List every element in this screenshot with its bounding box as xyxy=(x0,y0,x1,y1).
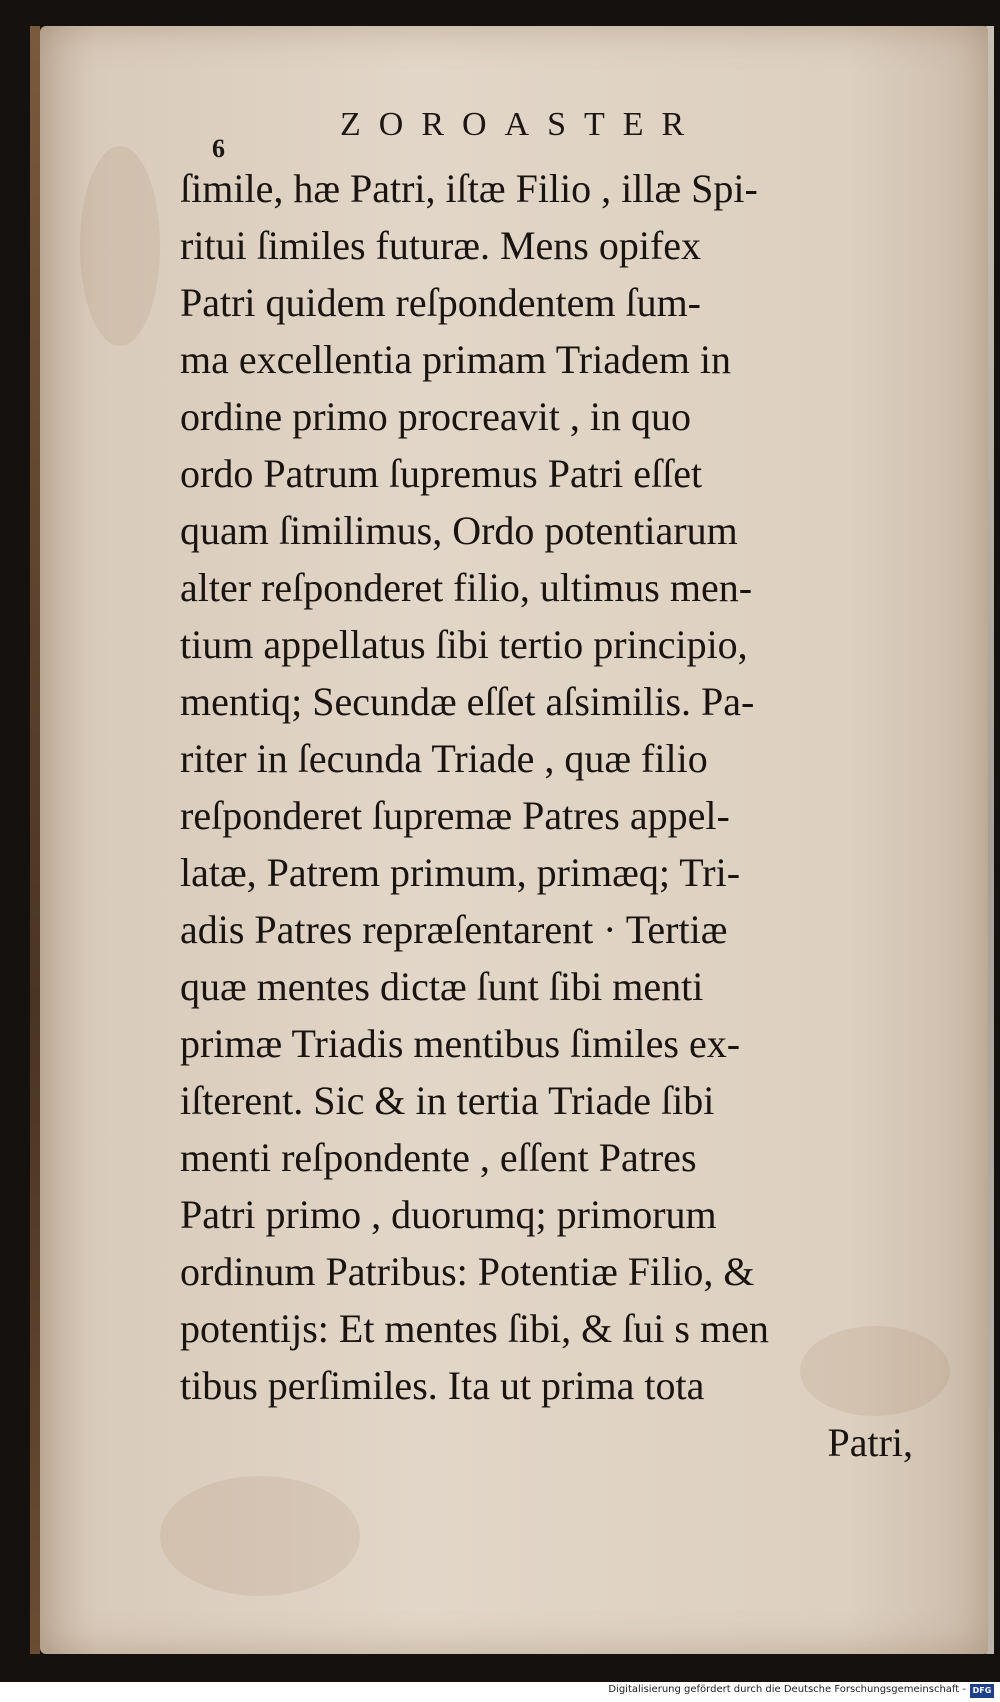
running-head: ZOROASTER xyxy=(340,106,703,143)
page-stain xyxy=(160,1476,360,1596)
text-line: menti reſpondente , eſſent Patres xyxy=(180,1135,697,1180)
text-line: iſterent. Sic & in tertia Triade ſibi xyxy=(180,1078,715,1123)
funding-credit: Digitalisierung gefördert durch die Deutsche Forschungsgemeinschaft - xyxy=(608,1684,966,1695)
text-line: riter in ſecunda Triade , quæ filio xyxy=(180,736,708,781)
page-number: 6 xyxy=(212,134,225,163)
text-line: ordinum Patribus: Potentiæ Filio, & xyxy=(180,1249,755,1294)
book-spine-edge xyxy=(30,26,40,1654)
page-stain xyxy=(80,146,160,346)
digitization-footer xyxy=(0,1682,1000,1702)
text-line: Patri quidem reſpondentem ſum- xyxy=(180,280,701,325)
text-line: alter reſponderet filio, ultimus men- xyxy=(180,565,753,610)
catchword: Patri, xyxy=(827,1420,913,1465)
text-line: mentiq; Secundæ eſſet aſsimilis. Pa- xyxy=(180,679,755,724)
text-line: primæ Triadis mentibus ſimiles ex- xyxy=(180,1021,741,1066)
text-line: ritui ſimiles futuræ. Mens opifex xyxy=(180,223,702,268)
text-line: Patri primo , duorumq; primorum xyxy=(180,1192,717,1237)
body-text xyxy=(180,160,915,1471)
text-line: adis Patres repræſentarent · Tertiæ xyxy=(180,907,728,952)
text-line: quam ſimilimus, Ordo potentiarum xyxy=(180,508,738,553)
text-line: latæ, Patrem primum, primæq; Tri- xyxy=(180,850,741,895)
text-line: ſimile, hæ Patri, iſtæ Filio , illæ Spi- xyxy=(180,166,758,211)
text-line: reſponderet ſupremæ Patres appel- xyxy=(180,793,730,838)
text-line: ordine primo procreavit , in quo xyxy=(180,394,691,439)
text-line: quæ mentes dictæ ſunt ſibi menti xyxy=(180,964,704,1009)
dfg-logo: DFG xyxy=(970,1684,994,1698)
text-line: tibus perſimiles. Ita ut prima tota xyxy=(180,1363,705,1408)
text-line: potentijs: Et mentes ſibi, & ſui s men xyxy=(180,1306,769,1351)
text-line: tium appellatus ſibi tertio principio, xyxy=(180,622,748,667)
page-header xyxy=(40,106,988,163)
text-line: ordo Patrum ſupremus Patri eſſet xyxy=(180,451,703,496)
text-line: ma excellentia primam Triadem in xyxy=(180,337,731,382)
